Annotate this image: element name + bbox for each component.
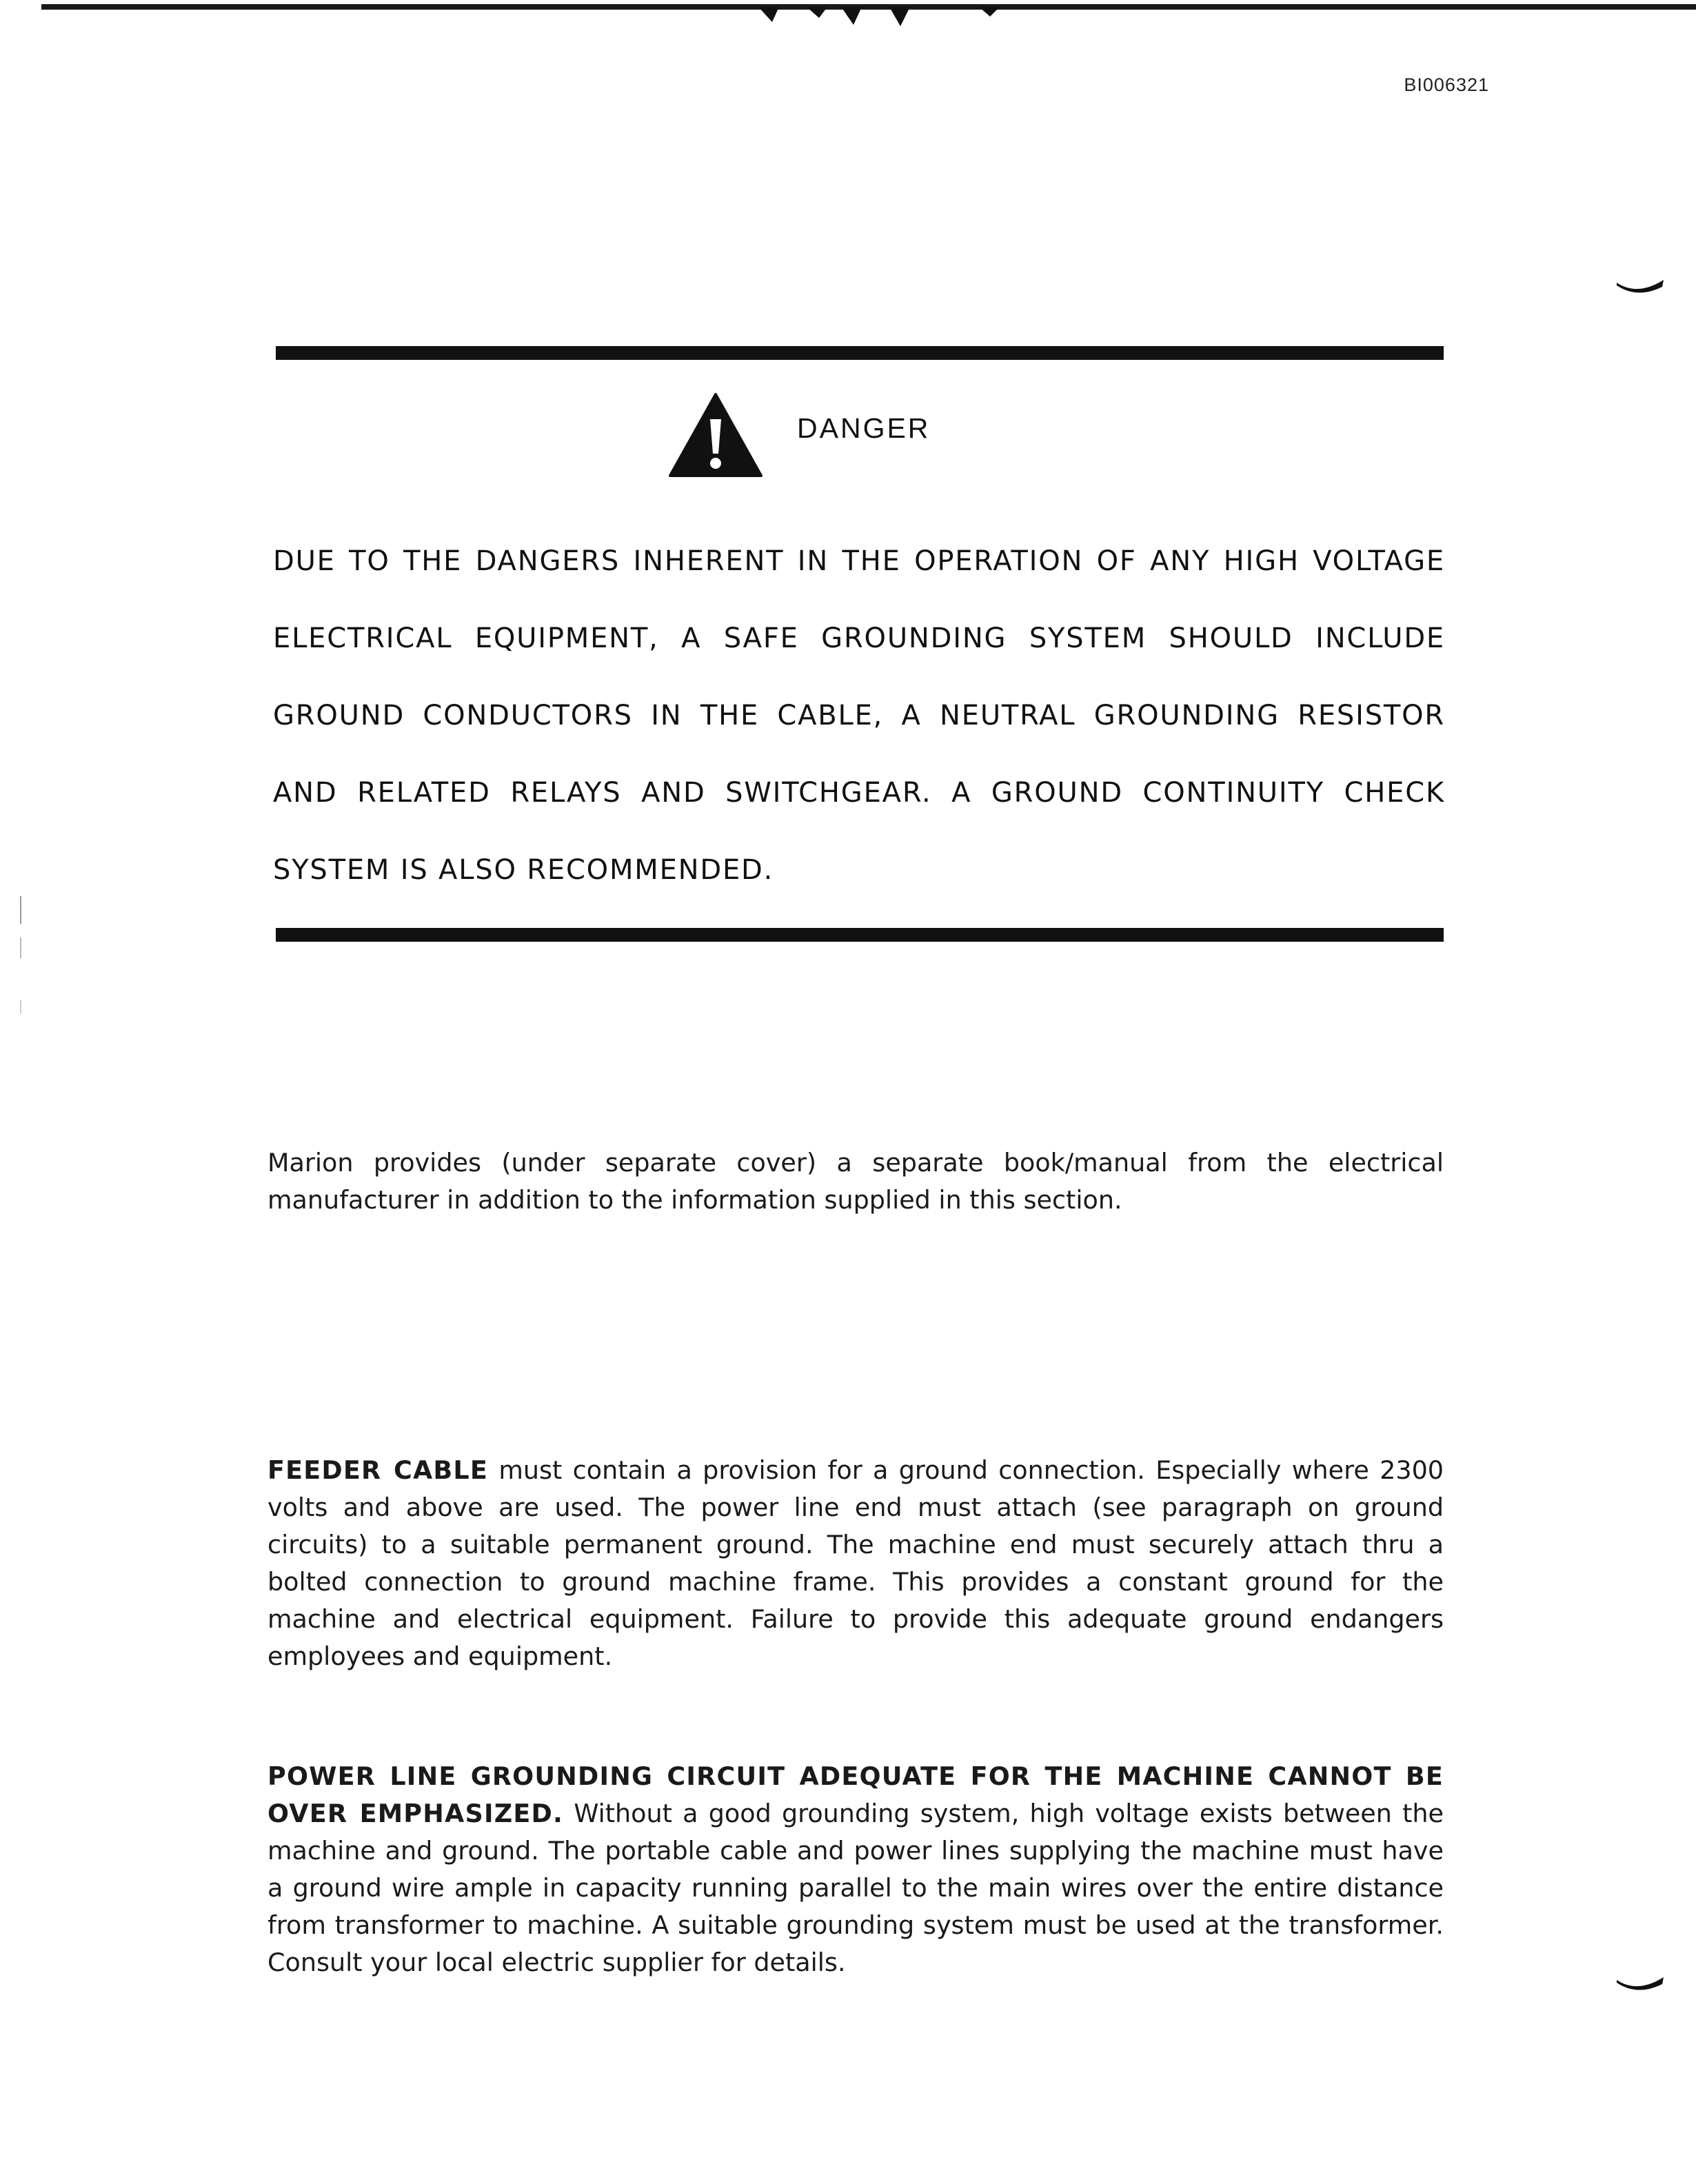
margin-mark: [1617, 1976, 1665, 1994]
margin-mark: [1617, 279, 1665, 296]
danger-heading: DANGER: [797, 412, 931, 444]
scan-top-marks: [731, 7, 1007, 28]
danger-bottom-rule: [276, 928, 1444, 942]
power-line-lead: POWER LINE GROUNDING CIRCUIT ADEQUATE FOR THE MACHINE CANNOT BE OVER EMPHASIZED.: [267, 1761, 1444, 1828]
danger-top-rule: [276, 346, 1444, 360]
intro-paragraph: Marion provides (under separate cover) a separate book/manual from the electrical manufacturer in addition to the information supplied in this section.: [267, 1148, 1444, 1215]
document-id: BI006321: [1404, 74, 1489, 95]
power-line-text: Without a good grounding system, high voltage exists between the machine and ground. The portable cable and power lines supplying the machine must have a ground wire ample in capacity running parallel to the main wires over the entire distance from transformer to machine. A suitable grounding system must be used at the transformer. Consult your local electric supplier for details.: [267, 1799, 1444, 1977]
danger-header: [667, 390, 930, 480]
power-line-paragraph: [267, 1758, 1444, 1981]
warning-triangle-icon: [667, 392, 764, 478]
danger-warning-text: DUE TO THE DANGERS INHERENT IN THE OPERATION OF ANY HIGH VOLTAGE ELECTRICAL EQUIPMENT, A SAFE GROUNDING SYSTEM SHOULD INCLUDE GROUND CONDUCTORS IN THE CABLE, A NEUTRAL GROUNDING RESISTOR AND RELATED RELAYS AND SWITCHGEAR. A GROUND CONTINUITY CHECK SYSTEM IS ALSO RECOMMENDED.: [273, 545, 1445, 886]
feeder-cable-text: must contain a provision for a ground connection. Especially where 2300 volts and above are used. The power line end must attach (see paragraph on ground circuits) to a suitable permanent ground. The machine end must securely attach thru a bolted connection to ground machine frame. This provides a constant ground for the machine and electrical equipment. Failure to provide this adequate ground endangers employees and equipment.: [267, 1455, 1444, 1671]
scan-left-ticks: [19, 896, 22, 1048]
feeder-cable-paragraph: [267, 1452, 1444, 1675]
feeder-cable-lead: FEEDER CABLE: [267, 1455, 489, 1485]
